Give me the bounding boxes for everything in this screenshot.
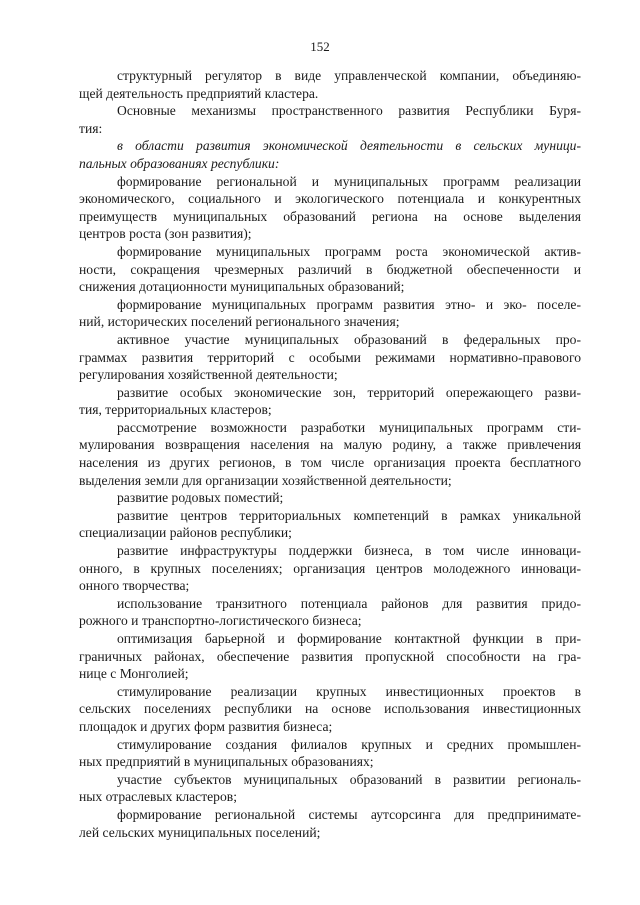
text-line: онного творчества;	[79, 578, 190, 594]
text-line: площадок и других форм развития бизнеса;	[79, 718, 333, 734]
paragraph	[79, 507, 581, 542]
text-line: сельских поселениях республики на основе использования инвестиционных	[79, 701, 581, 717]
text-line: формирование муниципальных программ развития этно- и эко- поселе-	[117, 296, 581, 312]
text-line: выделения земли для организации хозяйственной деятельности;	[79, 472, 452, 488]
paragraph	[79, 296, 581, 331]
text-line: структурный регулятор в виде управленческой компании, объединяю-	[117, 68, 581, 83]
text-line: нице с Монголией;	[79, 666, 189, 682]
text-line: формирование муниципальных программ роста экономической актив-	[117, 243, 581, 259]
text-line: использование транзитного потенциала районов для развития придо-	[117, 595, 581, 611]
paragraph	[79, 489, 581, 507]
paragraph	[79, 243, 581, 296]
text-line: стимулирование реализации крупных инвестиционных проектов в	[117, 683, 581, 699]
text-line: ных отраслевых кластеров;	[79, 789, 237, 805]
text-line: ности, сокращения чрезмерных различий в бюджетной обеспеченности и	[79, 261, 581, 277]
text-line: развитие инфраструктуры поддержки бизнеса, в том числе инноваци-	[117, 543, 581, 559]
body-text	[79, 67, 581, 841]
text-line: граничных районах, обеспечение развития пропускной способности на гра-	[79, 648, 581, 664]
text-line: развитие особых экономические зон, территорий опережающего разви-	[117, 384, 581, 400]
text-line: щей деятельность предприятий кластера.	[79, 85, 319, 101]
paragraph	[79, 542, 581, 595]
paragraph	[79, 384, 581, 419]
text-line: в области развития экономической деятельности в сельских муници-	[117, 138, 581, 154]
text-line: развитие центров территориальных компетенций в рамках уникальной	[117, 507, 581, 523]
text-line: экономического, социального и экологического потенциала и конкурентных	[79, 191, 581, 207]
text-line: специализации районов республики;	[79, 525, 292, 541]
text-line: центров роста (зон развития);	[79, 226, 252, 242]
paragraph	[79, 683, 581, 736]
paragraph	[79, 331, 581, 384]
paragraph	[79, 595, 581, 630]
text-line: пальных образованиях республики:	[79, 155, 280, 171]
text-line: развитие родовых поместий;	[117, 490, 284, 506]
text-line: участие субъектов муниципальных образований в развитии региональ-	[117, 771, 581, 787]
italic-heading-paragraph	[79, 137, 581, 172]
paragraph	[79, 736, 581, 771]
text-line: активное участие муниципальных образований в федеральных про-	[117, 331, 581, 347]
text-line: снижения дотационности муниципальных образований;	[79, 279, 405, 295]
paragraph	[79, 173, 581, 243]
paragraph	[79, 806, 581, 841]
text-line: онного, в крупных поселениях; организация центров молодежного инноваци-	[79, 560, 581, 576]
paragraph	[79, 419, 581, 489]
text-line: регулирования хозяйственной деятельности;	[79, 367, 338, 383]
text-line: лей сельских муниципальных поселений;	[79, 824, 321, 840]
text-line: рожного и транспортно-логистического бизнеса;	[79, 613, 362, 629]
text-line: рассмотрение возможности разработки муниципальных программ сти-	[117, 419, 581, 435]
paragraph	[79, 102, 581, 137]
text-line: тия:	[79, 120, 103, 136]
text-line: ний, исторических поселений регионального значения;	[79, 314, 400, 330]
paragraph	[79, 630, 581, 683]
text-line: стимулирование создания филиалов крупных и средних промышлен-	[117, 736, 581, 752]
text-line: формирование региональной и муниципальных программ реализации	[117, 173, 581, 189]
text-line: формирование региональной системы аутсорсинга для предпринимате-	[117, 806, 581, 822]
text-line: преимуществ муниципальных образований региона на основе выделения	[79, 208, 581, 224]
page-number: 152	[310, 39, 330, 54]
text-line: населения из других регионов, в том числе организация проекта бесплатного	[79, 455, 581, 471]
text-line: мулирования возвращения населения на малую родину, а также привлечения	[79, 437, 581, 453]
text-line: тия, территориальных кластеров;	[79, 402, 272, 418]
text-line: граммах развития территорий с особыми режимами нормативно-правового	[79, 349, 581, 365]
paragraph	[79, 67, 581, 102]
text-line: Основные механизмы пространственного развития Республики Буря-	[117, 103, 581, 119]
paragraph	[79, 771, 581, 806]
text-line: оптимизация барьерной и формирование контактной функции в при-	[117, 631, 581, 646]
text-line: ных предприятий в муниципальных образованиях;	[79, 754, 374, 770]
